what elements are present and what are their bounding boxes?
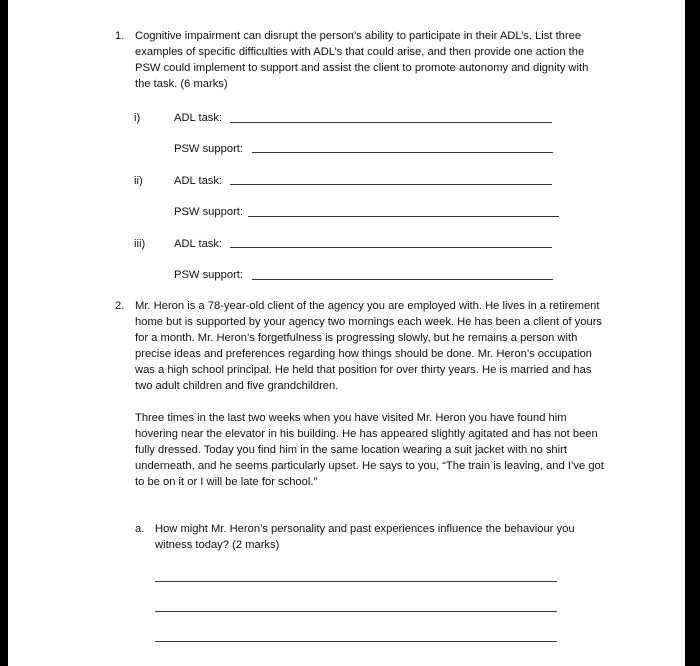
sub-question-a-answer-line-2[interactable]: [155, 611, 557, 612]
question-2-number: 2.: [115, 300, 125, 312]
item-2-numeral: ii): [134, 175, 143, 187]
sub-question-a-text: How might Mr. Heron’s personality and past experiences influence the behaviour you witness today? (2 marks): [155, 523, 575, 551]
item-2-psw-label: PSW support:: [174, 206, 244, 218]
worksheet-page: [8, 0, 685, 666]
item-3-numeral: iii): [134, 238, 146, 250]
item-1-numeral: i): [134, 112, 141, 124]
item-2-adl-answer-line[interactable]: [230, 184, 552, 185]
item-1-adl-answer-line[interactable]: [230, 122, 552, 123]
item-1-psw-answer-line[interactable]: [252, 152, 553, 153]
question-1-text: Cognitive impairment can disrupt the person’s ability to participate in their ADL’s. List three examples of specific difficulties with ADL’s that could arise, and then provide one action the PSW could implement to support and assist the client to promote autonomy and dignity with the task. (6 marks): [135, 30, 589, 90]
question-2-paragraph-2: Three times in the last two weeks when you have visited Mr. Heron you have found him hovering near the elevator in his building. He has appeared slightly agitated and has not been fully dressed. Today you find him in the same location wearing a suit jacket with no shirt underneath, and he seems particularly upset. He says to you, “The train is leaving, and I’ve got to be on it or I will be late for school.”: [135, 412, 604, 488]
sub-question-a-answer-line-3[interactable]: [155, 641, 557, 642]
sub-question-a-answer-line-1[interactable]: [155, 581, 557, 582]
item-3-psw-label: PSW support:: [174, 269, 244, 281]
question-1-number: 1.: [115, 30, 125, 42]
item-2-adl-label: ADL task:: [174, 175, 223, 187]
item-3-adl-label: ADL task:: [174, 238, 223, 250]
item-2-psw-answer-line[interactable]: [248, 216, 559, 217]
item-1-psw-label: PSW support:: [174, 143, 244, 155]
item-3-adl-answer-line[interactable]: [230, 247, 552, 248]
question-2-paragraph-1: Mr. Heron is a 78-year-old client of the agency you are employed with. He lives in a retirement home but is supported by your agency two mornings each week. He has been a client of yours for a month. Mr. Heron’s forgetfulness is progressing slowly, but he remains a person with precise ideas and preferences regarding how things should be done. Mr. Heron’s occupation was a high school principal. He held that position for over thirty years. He is married and has two adult children and five grandchildren.: [135, 300, 603, 392]
sub-question-a-letter: a.: [135, 523, 145, 535]
item-3-psw-answer-line[interactable]: [252, 279, 553, 280]
item-1-adl-label: ADL task:: [174, 112, 223, 124]
